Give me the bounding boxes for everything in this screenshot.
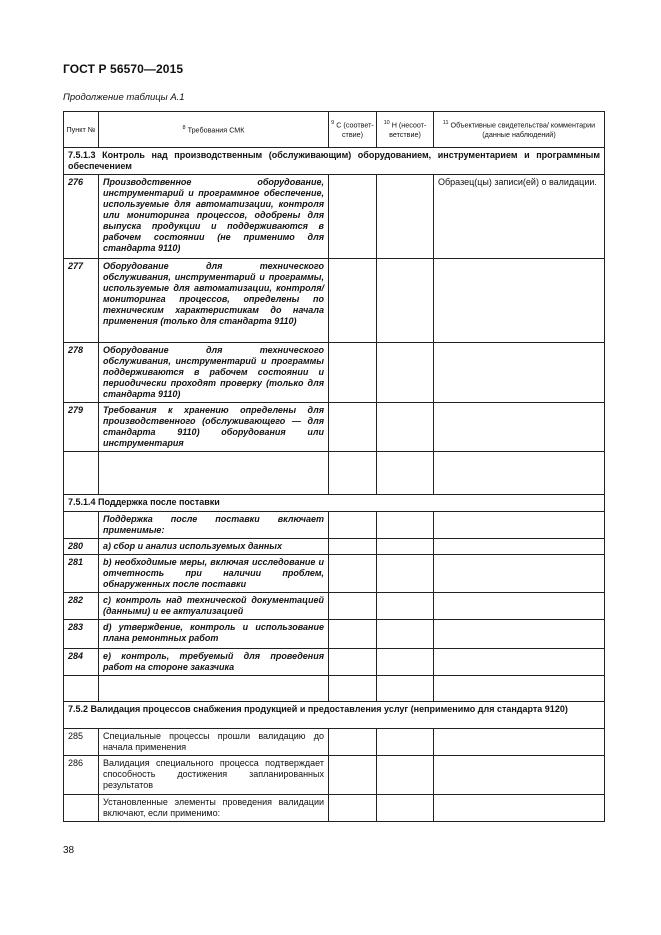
compliance-cell	[329, 175, 377, 259]
col-header-requirements: $^8$ Требования СМК	[99, 112, 329, 148]
empty-row	[64, 676, 605, 702]
col-header-compliance: $^9$ С (соответ-ствие)	[329, 112, 377, 148]
noncompliance-cell	[377, 175, 434, 259]
item-number	[64, 795, 99, 822]
requirement-text: Установленные элементы проведения валидации включают, если применимо:	[99, 795, 329, 822]
requirements-table	[63, 111, 605, 822]
section-title: 7.5.2 Валидация процессов снабжения продукцией и предоставления услуг (неприменимо для стандарта 9120)	[64, 702, 605, 729]
item-number: 278	[64, 343, 99, 403]
item-number: 284	[64, 649, 99, 676]
requirement-text: e) контроль, требуемый для проведения работ на стороне заказчика	[99, 649, 329, 676]
requirement-text: Специальные процессы прошли валидацию до начала применения	[99, 729, 329, 756]
table-row	[64, 175, 605, 259]
col-header-evidence: $^{11}$ Объективные свидетельства/ комментарии (данные наблюдений)	[434, 112, 605, 148]
table-row	[64, 259, 605, 343]
table-row	[64, 512, 605, 539]
requirement-text: Оборудование для технического обслуживания, инструментарий и программы, используемые для автоматизации, контроля/мониторинга процессов, определены по техническим характеристикам до начала применения (только для стандарта 9110)	[99, 259, 329, 343]
col-header-noncompliance: $^{10}$ Н (несоот-ветствие)	[377, 112, 434, 148]
col-header-item: Пункт №	[64, 112, 99, 148]
item-number: 282	[64, 593, 99, 620]
section-title: 7.5.1.4 Поддержка после поставки	[64, 495, 605, 512]
page-number: 38	[63, 845, 75, 856]
table-row	[64, 795, 605, 822]
requirement-text: Требования к хранению определены для производственного (обслуживающего — для стандарта 9110) оборудования или инструментария	[99, 403, 329, 452]
item-number: 277	[64, 259, 99, 343]
evidence-cell	[434, 259, 605, 343]
item-number: 279	[64, 403, 99, 452]
evidence-cell: Образец(цы) записи(ей) о валидации.	[434, 175, 605, 259]
table-row	[64, 555, 605, 593]
section-title: 7.5.1.3 Контроль над производственным (обслуживающим) оборудованием, инструментарием и программным обеспечением	[64, 148, 605, 175]
section-row	[64, 148, 605, 175]
requirement-text: Оборудование для технического обслуживания, инструментарий и программы поддерживаются в рабочем состоянии и периодически проходят проверку (только для стандарта 9110)	[99, 343, 329, 403]
evidence-cell	[434, 343, 605, 403]
compliance-cell	[329, 403, 377, 452]
compliance-cell	[329, 259, 377, 343]
item-number: 280	[64, 539, 99, 555]
empty-row	[64, 452, 605, 495]
noncompliance-cell	[377, 259, 434, 343]
requirement-text: Производственное оборудование, инструментарий и программное обеспечение, используемые для автоматизации, контроля или мониторинга процессов, одобрены для выпуска продукции и поддерживаются в рабочем состоянии (не применимо для стандарта 9110)	[99, 175, 329, 259]
item-number: 276	[64, 175, 99, 259]
item-number: 285	[64, 729, 99, 756]
requirement-text: Поддержка после поставки включает применимые:	[99, 512, 329, 539]
table-caption: Продолжение таблицы А.1	[63, 92, 185, 103]
table-row	[64, 539, 605, 555]
requirement-text: c) контроль над технической документацией (данными) и ее актуализацией	[99, 593, 329, 620]
document-code: ГОСТ Р 56570—2015	[63, 62, 184, 76]
table-row	[64, 343, 605, 403]
item-number: 283	[64, 620, 99, 649]
table-row	[64, 756, 605, 795]
table-row	[64, 649, 605, 676]
table-row	[64, 620, 605, 649]
noncompliance-cell	[377, 403, 434, 452]
item-number: 286	[64, 756, 99, 795]
requirement-text: b) необходимые меры, включая исследование и отчетность при наличии проблем, обнаруженных после поставки	[99, 555, 329, 593]
table-row	[64, 403, 605, 452]
requirement-text: Валидация специального процесса подтверждает способность достижения запланированных результатов	[99, 756, 329, 795]
item-number: 281	[64, 555, 99, 593]
compliance-cell	[329, 343, 377, 403]
section-row	[64, 495, 605, 512]
requirement-text: a) сбор и анализ используемых данных	[99, 539, 329, 555]
evidence-cell	[434, 403, 605, 452]
requirement-text: d) утверждение, контроль и использование плана ремонтных работ	[99, 620, 329, 649]
table-header-row	[64, 112, 605, 148]
noncompliance-cell	[377, 343, 434, 403]
section-row	[64, 702, 605, 729]
table-row	[64, 729, 605, 756]
table-row	[64, 593, 605, 620]
